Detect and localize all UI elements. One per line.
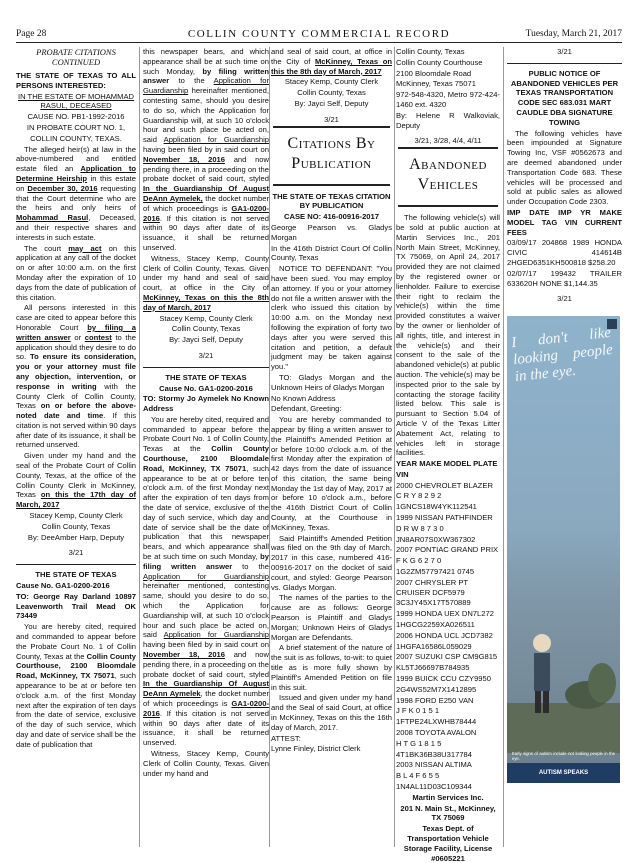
notice-title: THE STATE OF TEXAS (35, 570, 117, 580)
issue-date: Tuesday, March 21, 2017 (525, 29, 622, 39)
signature-line: By: Jayci Self, Deputy (294, 98, 369, 108)
vehicle-line: 2008 TOYOTA AVALON (396, 728, 477, 738)
notice-date: 3/21 (324, 114, 339, 124)
notice-divider (16, 564, 136, 565)
notice-recipient: TO: Stormy Jo Aymelek No Known Address (143, 394, 269, 414)
address-line: 972-548-4320, Metro 972-424-1460 ext. 4320 (396, 90, 500, 109)
vehicle-line: 1999 BUICK CCU CZY9950 (396, 674, 491, 684)
notice-paragraph: Witness, Stacey Kemp, County Clerk of Collin County, Texas. Given under my hand and seal of said court, at office in the City of McKinney, Texas on this the 8th day of March, 2017 (143, 253, 269, 312)
signature-line: Stacey Kemp, County Clerk (159, 313, 253, 323)
notice-paragraph: The court may act on this application at any call of the docket on or after 10:00 a.m. on the first Monday after the expiration of 10 days from the date of publication of this citation. (16, 243, 136, 302)
column-1 (16, 47, 136, 845)
vehicle-line: B L 4 F 6 5 5 (396, 771, 440, 781)
address-line: McKinney, Texas 75071 (396, 79, 476, 89)
notice-paragraph: You are hereby cited, required and commanded to appear before the Probate Court No. 1 of Collin County, Texas at the Collin County Courthouse, 2100 Bloomdale Road, McKinney, TX 75071, such appearance to be at or before ten o'clock a.m. of the first Monday next after the expiration of ten days from the date of service, exclusive of the day of such service, which day and date of service shall be the date of publication that (16, 622, 136, 749)
vehicle-line: 1HGCG2259XA026511 (396, 620, 475, 630)
vehicle-line: 1FTPE24LXWHB78444 (396, 717, 477, 727)
notice-divider (143, 367, 269, 368)
vehicle-list (396, 481, 500, 792)
ad-illustration (507, 583, 620, 753)
notice-date: 3/21 (198, 350, 214, 360)
section-rule (398, 205, 498, 207)
vehicle-line: KL5TJ66697B784935 (396, 663, 470, 673)
notice-title: THE STATE OF TEXAS (165, 372, 247, 382)
ad-ground (507, 703, 620, 753)
notice-date: 3/21 (68, 548, 84, 558)
column-4 (396, 47, 500, 863)
vehicle-table-header: VIN (396, 469, 409, 479)
address-line: Collin County Courthouse (396, 57, 483, 67)
ad-figure-leg (543, 691, 549, 713)
signature-line: By: Jayci Self, Deputy (169, 335, 243, 345)
notice-paragraph: The alleged heir(s) at law in the above-numbered and entitled estate filed an Application to Determine Heirship in this estate on December 30, 2016 requesting that the Court determine who are the heirs and only heirs of Mohammad Rasul, Deceased, and their respective shares and interests in such estate. (16, 144, 137, 242)
notice-paragraph: NOTICE TO DEFENDANT: "You have been sued. You may employ an attorney. If you or your attorney do not file a written answer with the clerk who issued this citation by 10:00 a.m. on the Monday next following the expiration of forty two days after you were served this citation and petition, a default judgment may be taken against you." (271, 264, 392, 372)
vehicle-line: 2007 PONTIAC GRAND PRIX (396, 545, 499, 555)
vehicle-line: 1998 FORD E250 VAN (396, 695, 474, 705)
vehicle-line: 1N4AL11D03C109344 (396, 782, 472, 791)
notice-title: PUBLIC NOTICE OF ABANDONED VEHICLES PER TEXAS TRANSPORTATION CODE SEC 683.031 MART CAUDLE DBA SIGNATURE TOWING (510, 68, 619, 127)
notice-paragraph: Issued and given under my hand and the Seal of said Court, at office in McKinney, Texas on this the 16th day of March, 2017. (271, 693, 392, 732)
notice-paragraph: The following vehicles have been impounded at Signature Towing Inc, VSF #0562673 and are deemed abandoned under Transportation Code 683. These vehicles will be processed and sold at public sales as allowed under Occupation Code 2303. (507, 128, 622, 207)
vehicle-line: H T G 1 8 1 5 (396, 738, 442, 748)
vehicle-row: 03/09/17 204868 1989 HONDA CIVIC 414614B 2HGED6351KH500818 $258.20 (507, 238, 622, 267)
vehicle-line: 2007 SUZUKI CSP CM9G815 (396, 652, 498, 662)
column-divider (503, 47, 504, 847)
address-line: Collin County, Texas (396, 47, 465, 56)
cause-number: Cause No. GA1-0200-2016 (159, 383, 253, 393)
signature-line: Collin County, Texas (41, 521, 111, 531)
vehicle-line: 3C3JY45X17T570889 (396, 598, 471, 608)
ad-footer-logo: AUTISM SPEAKS (507, 763, 620, 783)
section-heading-line: Citations By (287, 134, 376, 152)
notice-paragraph: In the 416th District Court Of Collin County, Texas (271, 243, 392, 263)
address-line: By: Helene R Walkoviak, Deputy (396, 110, 500, 130)
court-name: IN PROBATE COURT NO. 1, (26, 122, 126, 132)
notice-paragraph: All persons interested in this case are cited to appear before this Honorable Court by filing a written answer or contest to the application should they desire to do so. To ensure its consideration, you or your attorney must file any objection, intervention, or response in writing with the County Clerk of Collin County, Texas on or before the above-noted date and time. If this citation is not served within 90 days after date of its issuance, it shall be returned unserved. (16, 303, 136, 450)
notice-paragraph: You are hereby cited, required and commanded to appear before the Probate Court No. 1 of Collin County, Texas at the Collin County Courthouse, 2100 Bloomdale Road, McKinney, TX 75071, such appearance to be at or before ten o'clock a.m. of the first Monday next after the expiration of ten days from the date of service, exclusive of the day of such service, which day and date of service shall be the date of publication that this newspaper bears, and which appearance shall be at such time on such Monday, by filing written answer to the Application for Guardianship hereinafter mentioned, contesting same, should you desire to do so, which the Application for Guardianship will, at such 10 o'clock hour and such place be acted on, said Application for Guardianship having been filed by in said court on November 18, 2016 and now pending there, in a proceeding on the probate docket of said court, styled In the Guardianship Of August DeAnn Aymelek, the docket number of which proceedings is GA1-0200-2016. If this citation is not served within 90 days after date of its issuance, it shall be returned unserved. (143, 414, 270, 748)
section-heading-line: Abandoned (409, 156, 487, 174)
notice-paragraph: You are hereby commanded to appear by filing a written answer to the Plaintiff's Amended Petition at or before 10:00 o'clock a.m. of the first Monday after the expiration of 42 days from the date of issuance of this citation, the same being Monday the 1st day of May, 2017 at or before 10 o'clock a.m., before the 416th District Court of Collin County, at the Courthouse in McKinney, Texas. (271, 415, 392, 532)
vehicle-line: 2007 CHRYSLER PT CRUISER DCF5979 (396, 577, 468, 597)
vehicle-table-header: YEAR MAKE MODEL PLATE (396, 459, 498, 469)
vehicle-line: 2G4WS52M7X1412895 (396, 684, 477, 694)
case-number: CASE NO: 416-00916-2017 (284, 212, 379, 222)
signature-line: Stacey Kemp, County Clerk (284, 77, 379, 87)
column-divider (394, 47, 395, 847)
notice-paragraph: Said Plaintiff's Amended Petition was filed on the 9th day of March, 2017 in this case, numbered 416-00916-2017 on the docket of said court, and styled: George Pearson vs. Gladys Morgan. (271, 533, 392, 592)
column-3 (271, 47, 392, 845)
vehicle-line: 1G2ZM57797421 0745 (396, 567, 475, 577)
column-divider (139, 47, 140, 847)
section-rule (273, 126, 390, 128)
signature-line: Collin County, Texas (171, 324, 241, 334)
page-number: Page 28 (16, 29, 47, 39)
notice-title: THE STATE OF TEXAS CITATION BY PUBLICATION (272, 191, 391, 211)
newspaper-title: COLLIN COUNTY COMMERCIAL RECORD (187, 28, 451, 40)
notice-date: 3/21, 3/28, 4/4, 4/11 (414, 136, 482, 146)
section-heading-line: PROBATE CITATIONS (36, 47, 116, 57)
county-name: COLLIN COUNTY, TEXAS. (30, 133, 122, 143)
masthead (16, 27, 622, 43)
estate-name: IN THE ESTATE OF MOHAMMAD RASUL, DECEASED (17, 91, 135, 111)
section-rule (273, 184, 390, 186)
notice-paragraph: TO: Gladys Morgan and the Unknown Heirs of Gladys Morgan (271, 372, 392, 392)
section-heading (16, 47, 136, 67)
vehicle-line: C R Y 8 2 9 2 (396, 491, 442, 501)
storage-facility: Texas Dept. of Transportation Vehicle Storage Facility, License #0605221 (403, 824, 493, 863)
column-divider (269, 47, 270, 847)
notice-paragraph: this newspaper bears, and which appearance shall be at such time on such Monday, by filing written answer to the Application for Guardianship hereinafter mentioned, contesting same, should you desire to do so, which the Application for Guardianship will, at such 10 o'clock hour and such place be acted on, said Application for Guardianship having been filed by in said court on November 18, 2016 and now pending there, in a proceeding on the probate docket of said court, styled In the Guardianship Of August DeAnn Aymelek, the docket number of which proceedings is GA1-0200-2016. If this citation is not served within 90 days after date of its issuance, it shall be returned unserved. (143, 47, 270, 252)
vehicle-line: 1GNCS18W4YK112541 (396, 502, 477, 512)
notice-paragraph: The following vehicle(s) will be sold at public auction at Martin Services Inc., 201 North Main Street, McKinney, TX 75069, on April 24, 2017 provided they are not claimed by the registered owner or lienholder. Failure to exercise their right to reclaim the vehicle(s) within the time provided constitutes a waiver by the owner or lienholder of all rights, title, and interest in the vehicle(s) and their consent to the sale of the abandoned vehicle(s) at public auction. The vehicle(s) may be inspected prior to the sale by contacting the storage facility listed below. This sale is pursuant to Section 5.04 of Article V of the Texas Litter Abatement Act, relating to vehicles left in storage facilities. (396, 213, 500, 458)
notice-title: THE STATE OF TEXAS TO ALL PERSONS INTERESTED: (16, 71, 136, 90)
notice-paragraph: Defendant, Greeting: (271, 404, 342, 414)
vehicle-line: 1999 NISSAN PATHFINDER (396, 513, 493, 523)
column-5 (507, 47, 622, 845)
autism-speaks-ad (507, 316, 620, 783)
address-line: 2100 Bloomdale Road (396, 68, 472, 78)
vehicle-line: F K G 6 2 7 0 (396, 556, 442, 566)
notice-paragraph: Witness, Stacey Kemp, County Clerk of Collin County, Texas. Given under my hand and (143, 748, 269, 778)
signature-line: By: DeeAmber Harp, Deputy (27, 532, 125, 542)
storage-facility: Martin Services Inc. (412, 792, 484, 802)
signature-line: Stacey Kemp, County Clerk (29, 511, 123, 521)
vehicle-line: J F K 0 1 5 1 (396, 706, 440, 716)
column-2 (143, 47, 269, 845)
ad-caption: Early signs of autism include not looking people in the eye. (512, 751, 615, 762)
storage-facility: 201 N. Main St., McKinney, TX 75069 (400, 803, 496, 823)
section-heading-line: Publication (291, 154, 372, 172)
vehicle-line: 2006 HONDA UCL JCD7382 (396, 630, 493, 640)
section-heading (271, 134, 392, 174)
notice-paragraph: and seal of said court, at office in the City of McKinney, Texas on this the 8th day of March, 2017 (271, 47, 392, 76)
notice-date: 3/21 (557, 47, 572, 56)
notice-paragraph: George Pearson vs. Gladys Morgan (271, 222, 392, 242)
notice-date: 3/21 (557, 294, 572, 304)
signature-line: Collin County, Texas (297, 88, 366, 98)
vehicle-line: JN8AR07S0XW367302 (396, 534, 476, 544)
section-heading (396, 155, 500, 195)
vehicle-line: 4T1BK36B38U317784 (396, 749, 472, 759)
ad-figure-head (533, 634, 551, 652)
cause-number: Cause No. GA1-0200-2016 (16, 581, 110, 591)
vehicle-line: 2000 CHEVROLET BLAZER (396, 480, 493, 490)
notice-paragraph: Lynne Finley, District Clerk (271, 744, 361, 754)
vehicle-line: 2003 NISSAN ALTIMA (396, 760, 472, 770)
notice-paragraph: No Known Address (271, 393, 336, 403)
vehicle-row: 02/07/17 199432 TRAILER 633620H NONE $1,144.35 (507, 268, 622, 288)
section-heading-line: Vehicles (417, 176, 479, 194)
cause-number: CAUSE NO. PB1-1992-2016 (27, 112, 125, 122)
ad-shrub (588, 663, 616, 703)
section-rule (398, 147, 498, 149)
vehicle-table-header: IMP DATE IMP YR MAKE MODEL TAG VIN CURRENT FEES (507, 207, 622, 237)
notice-paragraph: A brief statement of the nature of the suit is as follows, to-wit: to quiet title as is more fully shown by Plaintiff's Amended Petition on file in this suit. (271, 643, 392, 692)
notice-divider (507, 63, 622, 64)
vehicle-line: D R W 8 7 3 0 (396, 523, 444, 533)
section-heading-line: CONTINUED (51, 57, 101, 67)
ad-figure-body (534, 653, 550, 691)
vehicle-line: 1HGFA16586L059029 (396, 641, 472, 651)
notice-paragraph: The names of the parties to the cause are as follows: George Pearson is Plaintiff and Gladys Morgan; Unknown Heirs of Gladys Morgan are Defendants. (271, 593, 392, 642)
notice-recipient: TO: George Ray Darland 10897 Leavenworth Trail Mead OK 73449 (16, 591, 136, 621)
ad-headline: I don't like looking people in the eye. (510, 325, 614, 386)
ad-figure-leg (535, 691, 541, 713)
notice-paragraph: ATTEST: (271, 733, 301, 743)
notice-paragraph: Given under my hand and the seal of the Probate Court of Collin County, Texas, at the office of the Collin County Clerk in McKinney, Texas on this the 17th day of March, 2017 (16, 451, 136, 510)
vehicle-line: 1999 HONDA UEX DN7L272 (396, 609, 494, 619)
